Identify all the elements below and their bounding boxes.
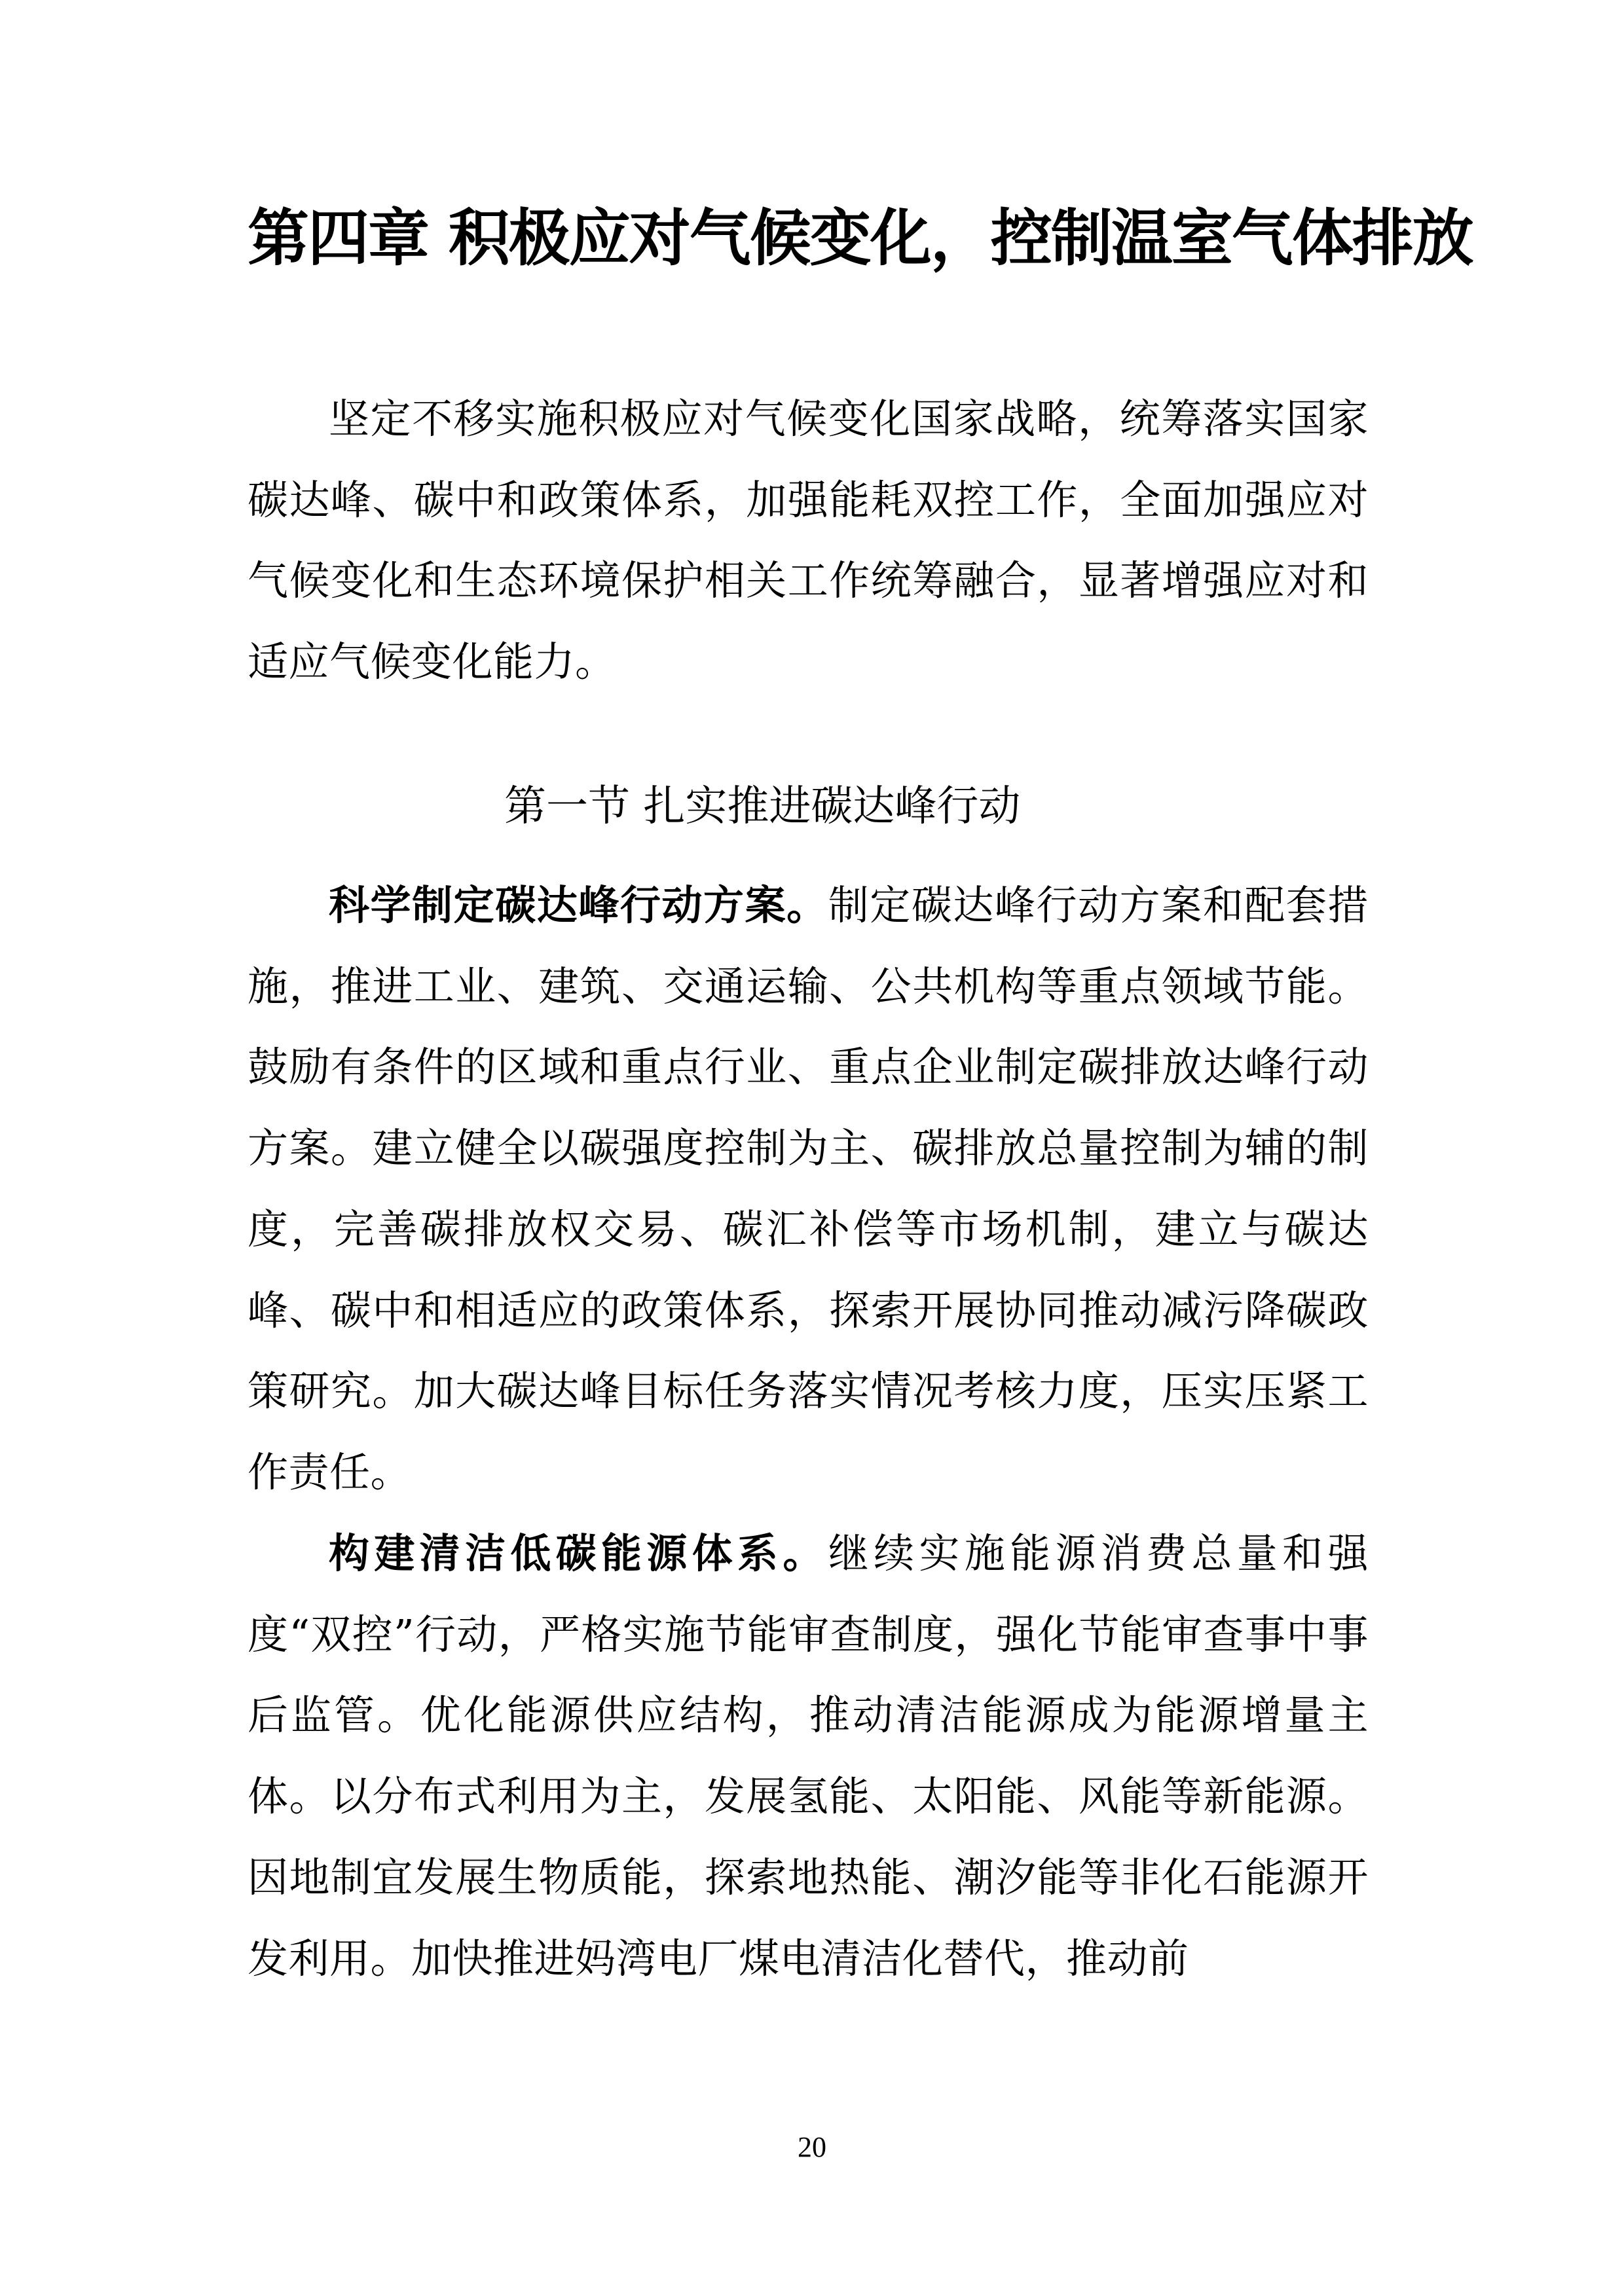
paragraph-lead: 构建清洁低碳能源体系。 xyxy=(329,1529,828,1577)
chapter-title: 第四章 积极应对气候变化，控制温室气体排放 xyxy=(248,203,1473,274)
body-paragraph xyxy=(248,1513,1369,1999)
paragraph-body: 继续实施能源消费总量和强度“双控”行动，严格实施节能审查制度，强化节能审查事中事后监管。优化能源供应结构，推动清洁能源成为能源增量主体。以分布式利用为主，发展氢能、太阳能、风能等新能源。因地制宜发展生物质能，探索地热能、潮汐能等非化石能源开发利用。加快推进妈湾电厂煤电清洁化替代，推动前 xyxy=(248,1529,1369,1982)
section-title: 第一节 扎实推进碳达峰行动 xyxy=(504,782,1021,831)
intro-paragraph: 坚定不移实施积极应对气候变化国家战略，统筹落实国家碳达峰、碳中和政策体系，加强能耗双控工作，全面加强应对气候变化和生态环境保护相关工作统筹融合，显著增强应对和适应气候变化能力。 xyxy=(248,395,1369,686)
paragraph-lead: 科学制定碳达峰行动方案。 xyxy=(329,881,828,929)
body-paragraph xyxy=(248,865,1369,1513)
paragraph-body: 制定碳达峰行动方案和配套措施，推进工业、建筑、交通运输、公共机构等重点领域节能。鼓励有条件的区域和重点行业、重点企业制定碳排放达峰行动方案。建立健全以碳强度控制为主、碳排放总量控制为辅的制度，完善碳排放权交易、碳汇补偿等市场机制，建立与碳达峰、碳中和相适应的政策体系，探索开展协同推动减污降碳政策研究。加大碳达峰目标任务落实情况考核力度，压实压紧工作责任。 xyxy=(248,881,1369,1496)
page-number: 20 xyxy=(798,2131,826,2163)
